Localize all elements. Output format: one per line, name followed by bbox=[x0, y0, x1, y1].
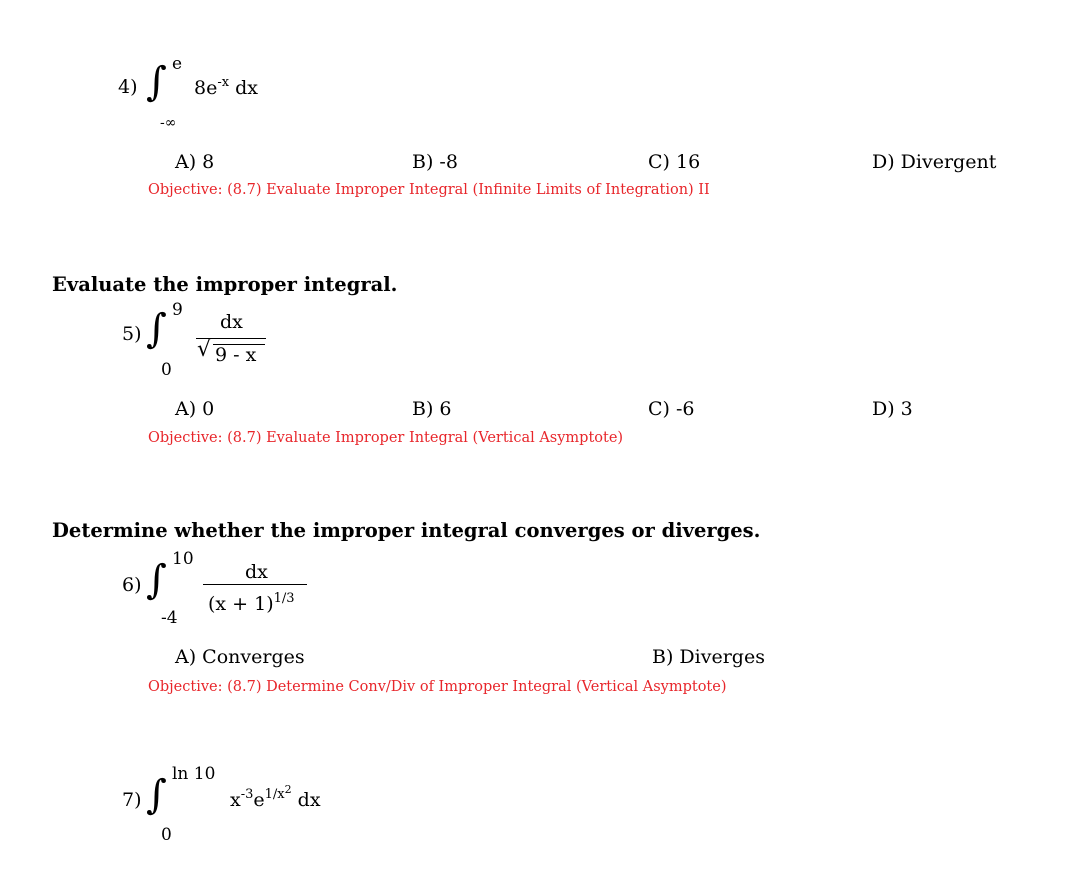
q6-denominator-exp: 1/3 bbox=[273, 591, 295, 606]
integral-sign-icon: ∫ bbox=[146, 557, 167, 603]
q5-choice-d[interactable]: D) 3 bbox=[872, 398, 913, 420]
q6-instruction: Determine whether the improper integral converges or diverges. bbox=[52, 519, 761, 542]
integral-sign-icon: ∫ bbox=[146, 306, 167, 352]
square-root-icon: √ bbox=[197, 337, 212, 362]
question-4-number: 4) bbox=[118, 76, 138, 98]
question-6-number: 6) bbox=[122, 574, 142, 596]
q5-choice-c[interactable]: C) -6 bbox=[648, 398, 695, 420]
q7-lower-limit: 0 bbox=[161, 825, 172, 845]
q7-integrand-base: x bbox=[230, 789, 241, 811]
q7-upper-limit: ln 10 bbox=[172, 764, 216, 784]
q4-integrand bbox=[194, 77, 258, 99]
q4-lower-limit: -∞ bbox=[160, 115, 177, 131]
q6-choice-a[interactable]: A) Converges bbox=[175, 646, 305, 668]
q5-lower-limit: 0 bbox=[161, 360, 172, 380]
q6-objective: Objective: (8.7) Determine Conv/Div of Improper Integral (Vertical Asymptote) bbox=[148, 679, 727, 695]
q7-integrand-mid: e bbox=[253, 789, 265, 811]
q5-choice-b[interactable]: B) 6 bbox=[412, 398, 452, 420]
q6-upper-limit: 10 bbox=[172, 549, 194, 569]
integral-sign-icon: ∫ bbox=[146, 59, 167, 105]
q5-objective: Objective: (8.7) Evaluate Improper Integral (Vertical Asymptote) bbox=[148, 430, 624, 446]
q6-choice-b[interactable]: B) Diverges bbox=[652, 646, 765, 668]
q7-integrand-exp2: 1/x bbox=[264, 787, 285, 802]
q6-denominator-base: (x + 1) bbox=[208, 593, 274, 615]
q6-numerator: dx bbox=[245, 561, 268, 583]
q4-upper-limit: e bbox=[172, 54, 183, 74]
q4-choice-a[interactable]: A) 8 bbox=[175, 151, 215, 173]
q4-choice-c[interactable]: C) 16 bbox=[648, 151, 701, 173]
q4-integrand-exp: -x bbox=[217, 75, 230, 90]
q6-lower-limit: -4 bbox=[161, 608, 178, 628]
q7-integrand-exp3: 2 bbox=[284, 783, 292, 796]
q4-objective: Objective: (8.7) Evaluate Improper Integral (Infinite Limits of Integration) II bbox=[148, 182, 710, 198]
q5-upper-limit: 9 bbox=[172, 300, 183, 320]
q7-integrand-exp1: -3 bbox=[240, 787, 254, 802]
q4-choice-b[interactable]: B) -8 bbox=[412, 151, 458, 173]
q5-instruction: Evaluate the improper integral. bbox=[52, 273, 398, 296]
q4-choice-d[interactable]: D) Divergent bbox=[872, 151, 997, 173]
q6-denominator bbox=[208, 593, 295, 615]
q4-integrand-coef: 8e bbox=[194, 77, 218, 99]
q5-radicand: 9 - x bbox=[215, 344, 257, 366]
q6-fraction-bar bbox=[203, 584, 307, 585]
q4-differential: dx bbox=[235, 77, 259, 99]
q7-integrand bbox=[230, 783, 321, 811]
question-7-number: 7) bbox=[122, 789, 142, 811]
question-5-number: 5) bbox=[122, 323, 142, 345]
integral-sign-icon: ∫ bbox=[146, 772, 167, 818]
q7-differential: dx bbox=[297, 789, 321, 811]
q5-numerator: dx bbox=[220, 311, 243, 333]
q5-choice-a[interactable]: A) 0 bbox=[175, 398, 215, 420]
